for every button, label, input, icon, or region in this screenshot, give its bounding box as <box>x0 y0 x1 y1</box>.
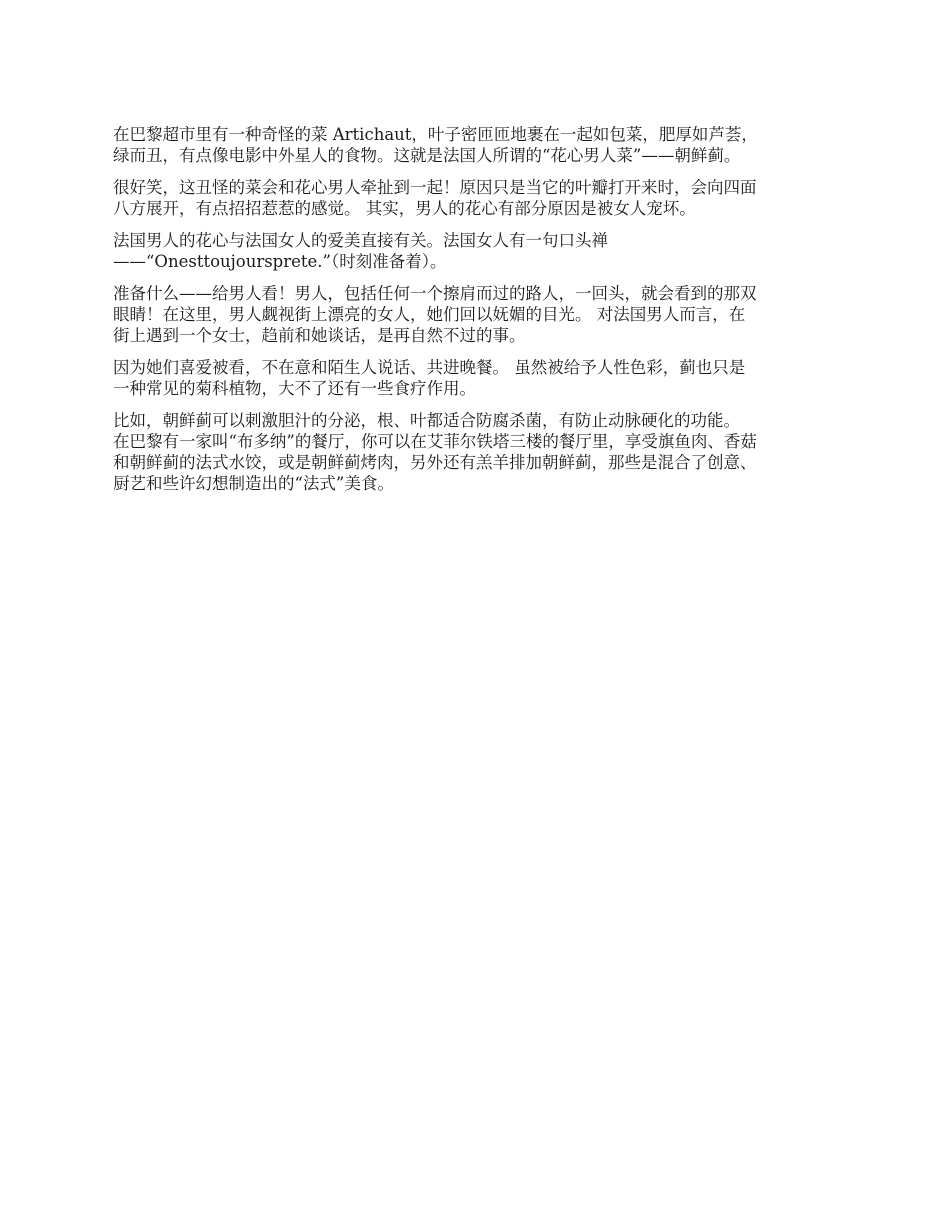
paragraph-3: 法国男人的花心与法国女人的爱美直接有关。法国女人有一句口头禅 ——“Onesttoujoursprete.”（时刻准备着）。 <box>113 231 608 271</box>
paragraph-1: 在巴黎超市里有一种奇怪的菜 Artichaut，叶子密匝匝地裹在一起如包菜，肥厚如芦荟， 绿而丑，有点像电影中外星人的食物。这就是法国人所谓的“花心男人菜”——朝鲜蓟。 <box>113 125 758 165</box>
paragraph-6: 比如，朝鲜蓟可以刺激胆汁的分泌，根、叶都适合防腐杀菌，有防止动脉硬化的功能。 在巴黎有一家叫“布多纳”的餐厅，你可以在艾菲尔铁塔三楼的餐厅里，享受旗鱼肉、香菇 和朝鲜蓟的法式水饺，或是朝鲜蓟烤肉，另外还有羔羊排加朝鲜蓟，那些是混合了创意、 厨艺和些许幻想制造出的“法式”美食。 <box>113 411 757 493</box>
paragraph-2: 很好笑，这丑怪的菜会和花心男人牵扯到一起！原因只是当它的叶瓣打开来时，会向四面 八方展开，有点招招惹惹的感觉。 其实，男人的花心有部分原因是被女人宠坏。 <box>113 178 757 218</box>
document-page <box>113 124 843 505</box>
paragraph-5: 因为她们喜爱被看，不在意和陌生人说话、共进晚餐。 虽然被给予人性色彩，蓟也只是 一种常见的菊科植物，大不了还有一些食疗作用。 <box>113 358 746 398</box>
paragraph-4: 准备什么——给男人看！男人，包括任何一个擦肩而过的路人，一回头，就会看到的那双 眼睛！在这里，男人觑视街上漂亮的女人，她们回以妩媚的目光。 对法国男人而言，在 街上遇到一个女士，趋前和她谈话，是再自然不过的事。 <box>113 284 757 345</box>
